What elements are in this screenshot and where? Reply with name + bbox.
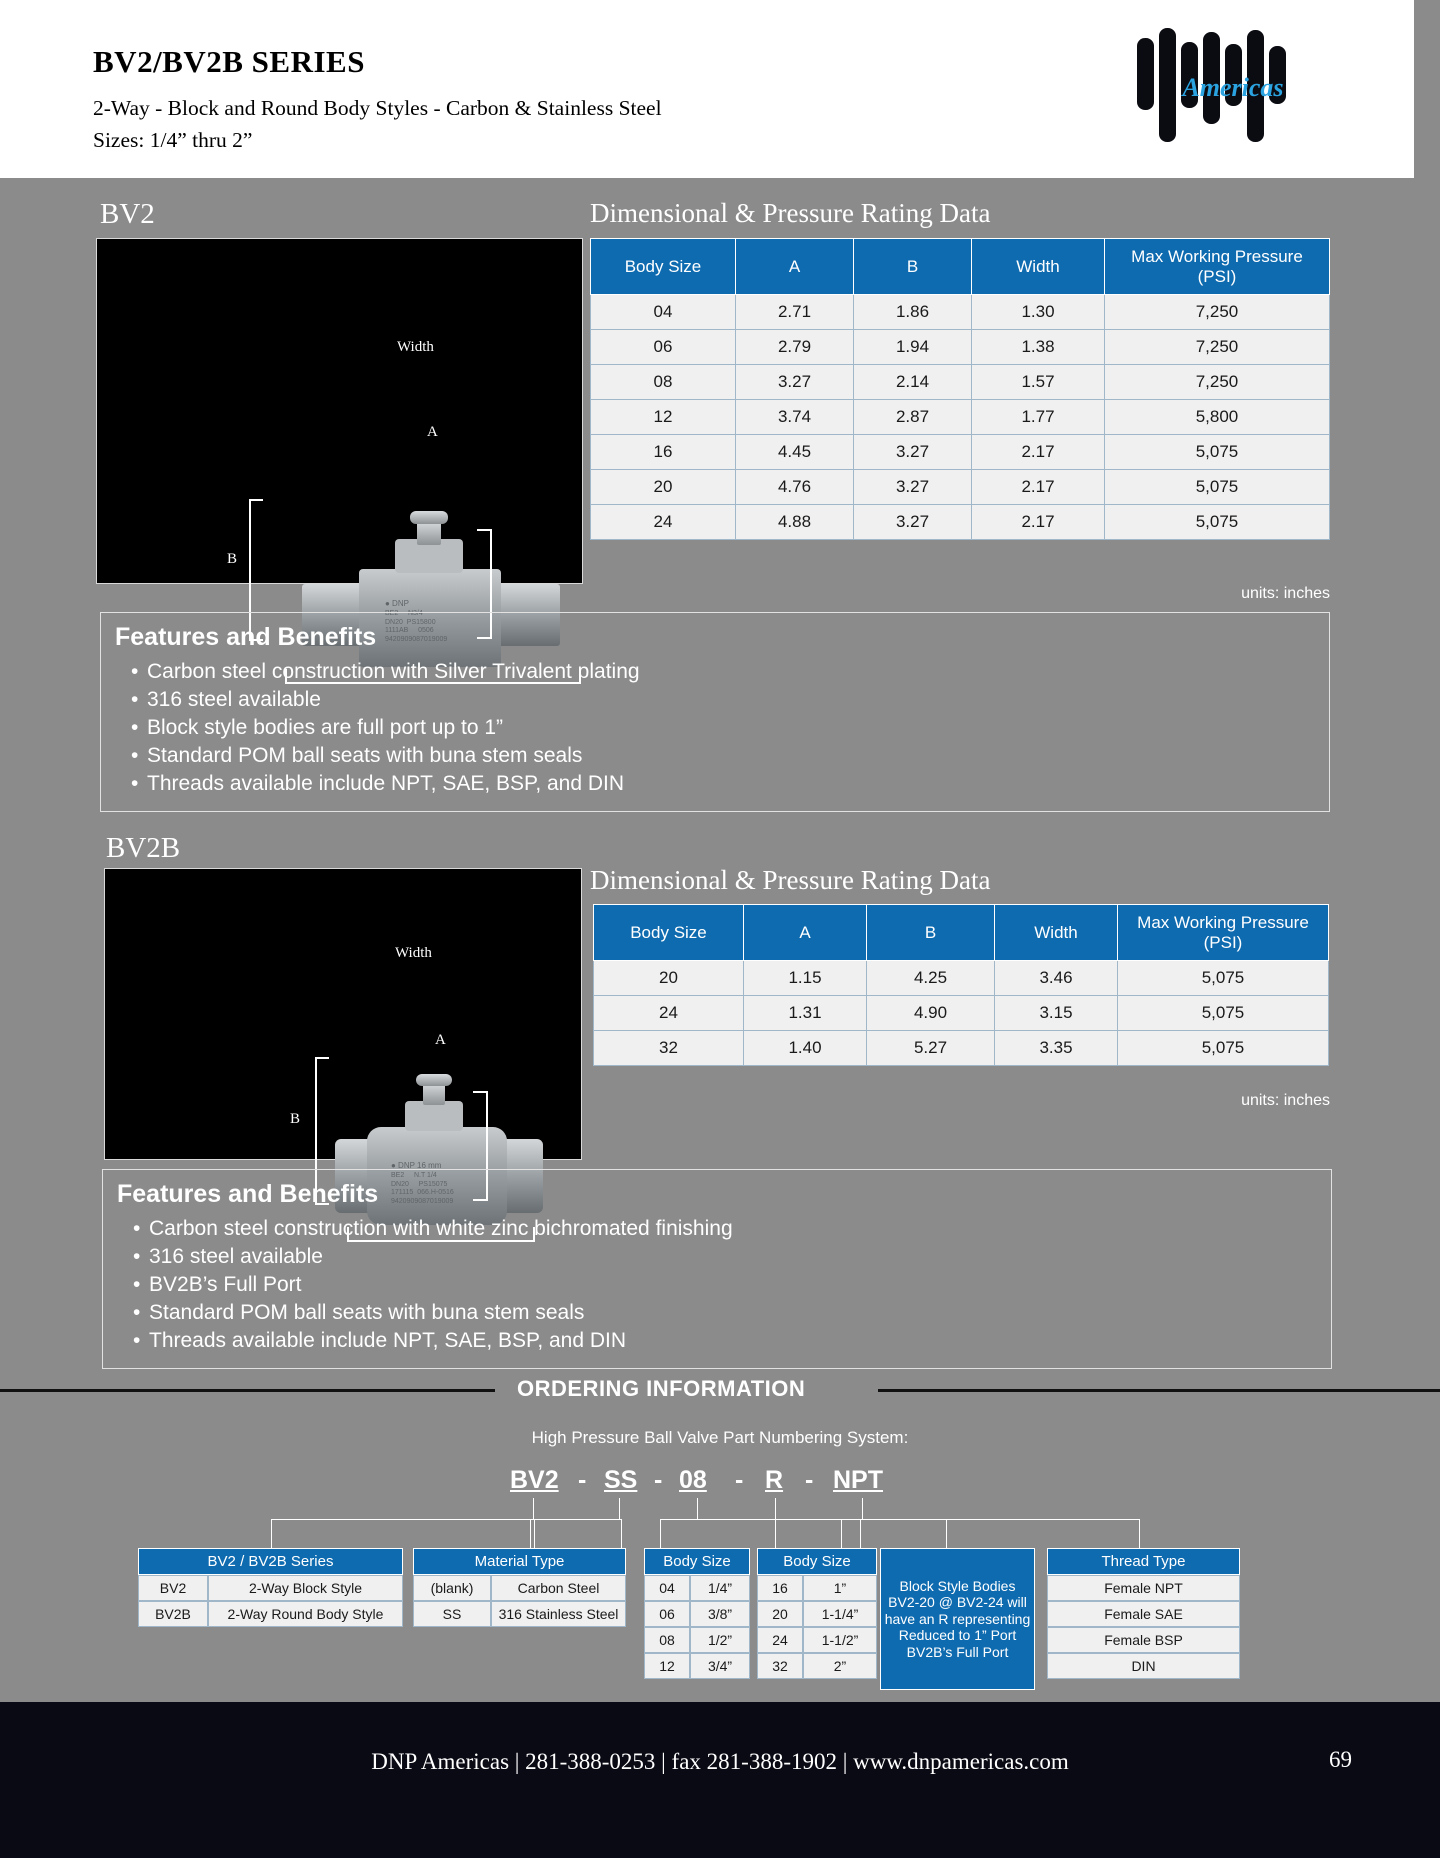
cell-a: 1.15 bbox=[744, 961, 867, 996]
cell-body-size: 24 bbox=[594, 996, 744, 1031]
list-item: • Carbon steel construction with Silver Trivalent plating bbox=[131, 658, 1329, 686]
bv2b-product-photo: ● DNP 16 mm BE2 N.T 1/4 DN20 PS15075 171115 066.H-0516 9420909087019009 B Width A bbox=[104, 868, 582, 1160]
cell-b: 1.86 bbox=[854, 295, 972, 330]
thread-box-header: Thread Type bbox=[1047, 1548, 1240, 1575]
cell-b: 3.27 bbox=[854, 435, 972, 470]
table-row bbox=[591, 365, 1330, 400]
size-value: 1/2” bbox=[690, 1627, 750, 1653]
cell-a: 1.40 bbox=[744, 1031, 867, 1066]
bv2b-dim-b-label: B bbox=[290, 1111, 301, 1127]
reduced-port-note: Block Style Bodies BV2-20 @ BV2-24 will have an R representing Reduced to 1” Port BV2B’s Full Port bbox=[880, 1548, 1035, 1690]
col-b: B bbox=[867, 905, 995, 961]
bv2b-data-table bbox=[593, 904, 1329, 1066]
col-b: B bbox=[854, 239, 972, 295]
cell-a: 3.74 bbox=[736, 400, 854, 435]
part-number-body-size bbox=[679, 1466, 707, 1495]
bv2-features-title: Features and Benefits bbox=[115, 623, 377, 651]
table-row bbox=[591, 330, 1330, 365]
cell-width: 2.17 bbox=[972, 435, 1105, 470]
pn-dash-3: - bbox=[735, 1466, 744, 1494]
ordering-series-box bbox=[138, 1548, 403, 1627]
table-row bbox=[757, 1627, 877, 1653]
cell-b: 1.94 bbox=[854, 330, 972, 365]
bv2-features-list bbox=[101, 658, 1329, 798]
bv2-units-note: units: inches bbox=[1241, 585, 1330, 602]
list-item: • Standard POM ball seats with buna stem seals bbox=[131, 742, 1329, 770]
leader-reduced-stem bbox=[775, 1498, 776, 1520]
size-code: 06 bbox=[644, 1601, 690, 1627]
series-desc: 2-Way Round Body Style bbox=[208, 1601, 403, 1627]
body-size-2-header: Body Size bbox=[757, 1548, 877, 1575]
list-item: • Carbon steel construction with white zinc bichromated finishing bbox=[133, 1215, 1331, 1243]
cell-pressure: 7,250 bbox=[1105, 330, 1330, 365]
ordering-thread-box bbox=[1047, 1548, 1240, 1679]
pn-material-text: SS bbox=[604, 1466, 638, 1494]
ordering-body-size-box-2 bbox=[757, 1548, 877, 1679]
col-a: A bbox=[736, 239, 854, 295]
list-item: • 316 steel available bbox=[131, 686, 1329, 714]
size-value: 3/4” bbox=[690, 1653, 750, 1679]
header-subtitle-2: Sizes: 1/4” thru 2” bbox=[93, 128, 253, 152]
bv2-features-box bbox=[100, 612, 1330, 812]
size-code: 20 bbox=[757, 1601, 803, 1627]
table-row bbox=[644, 1627, 750, 1653]
list-item: • BV2B’s Full Port bbox=[133, 1271, 1331, 1299]
ordering-material-box bbox=[413, 1548, 626, 1627]
bv2-dim-width-label: Width bbox=[397, 339, 434, 355]
col-max-pressure: Max Working Pressure (PSI) bbox=[1118, 905, 1329, 961]
list-item: • Threads available include NPT, SAE, BSP, and DIN bbox=[133, 1327, 1331, 1355]
bv2b-table-title: Dimensional & Pressure Rating Data bbox=[590, 865, 991, 895]
bv2-section-label: BV2 bbox=[100, 198, 155, 230]
cell-width: 2.17 bbox=[972, 505, 1105, 540]
size-code: 32 bbox=[757, 1653, 803, 1679]
table-row bbox=[594, 1031, 1329, 1066]
table-row bbox=[644, 1653, 750, 1679]
cell-width: 1.38 bbox=[972, 330, 1105, 365]
page-number: 69 bbox=[1329, 1747, 1352, 1772]
series-desc: 2-Way Block Style bbox=[208, 1575, 403, 1601]
list-item: • 316 steel available bbox=[133, 1243, 1331, 1271]
table-row bbox=[757, 1601, 877, 1627]
cell-b: 5.27 bbox=[867, 1031, 995, 1066]
cell-width: 2.17 bbox=[972, 470, 1105, 505]
material-desc: Carbon Steel bbox=[491, 1575, 626, 1601]
col-width: Width bbox=[995, 905, 1118, 961]
size-code: 16 bbox=[757, 1575, 803, 1601]
cell-body-size: 20 bbox=[594, 961, 744, 996]
part-number-material bbox=[604, 1466, 637, 1495]
bv2-data-table bbox=[590, 238, 1330, 540]
leader-thread-stem bbox=[862, 1498, 863, 1520]
page-footer bbox=[0, 1702, 1440, 1858]
leader-series-stem bbox=[533, 1498, 534, 1520]
part-number-reduced bbox=[765, 1466, 783, 1495]
material-desc: 316 Stainless Steel bbox=[491, 1601, 626, 1627]
cell-pressure: 5,075 bbox=[1118, 961, 1329, 996]
bv2-dim-a-label: A bbox=[427, 424, 438, 440]
bv2b-features-title: Features and Benefits bbox=[117, 1180, 379, 1208]
size-code: 04 bbox=[644, 1575, 690, 1601]
cell-width: 1.30 bbox=[972, 295, 1105, 330]
list-item: • Block style bodies are full port up to 1” bbox=[131, 714, 1329, 742]
part-number-thread bbox=[833, 1466, 883, 1495]
thread-option: DIN bbox=[1047, 1653, 1240, 1679]
dnp-americas-logo bbox=[1125, 22, 1340, 154]
pn-dash-4: - bbox=[805, 1466, 814, 1494]
size-value: 2” bbox=[803, 1653, 877, 1679]
thread-option: Female BSP bbox=[1047, 1627, 1240, 1653]
table-row bbox=[591, 295, 1330, 330]
table-row bbox=[591, 470, 1330, 505]
size-code: 08 bbox=[644, 1627, 690, 1653]
ordering-information-title: ORDERING INFORMATION bbox=[517, 1376, 806, 1401]
table-row bbox=[591, 400, 1330, 435]
header-subtitle-1: 2-Way - Block and Round Body Styles - Carbon & Stainless Steel bbox=[93, 96, 662, 120]
bv2-table-title: Dimensional & Pressure Rating Data bbox=[590, 198, 991, 228]
cell-b: 3.27 bbox=[854, 470, 972, 505]
page-header bbox=[0, 0, 1414, 178]
table-row bbox=[138, 1601, 403, 1627]
material-code: (blank) bbox=[413, 1575, 491, 1601]
pn-reduced-text: R bbox=[765, 1466, 784, 1494]
series-code: BV2 bbox=[138, 1575, 208, 1601]
table-row bbox=[413, 1575, 626, 1601]
svg-text:Americas: Americas bbox=[1182, 73, 1284, 102]
cell-body-size: 24 bbox=[591, 505, 736, 540]
cell-a: 4.88 bbox=[736, 505, 854, 540]
cell-a: 2.79 bbox=[736, 330, 854, 365]
cell-b: 3.27 bbox=[854, 505, 972, 540]
col-width: Width bbox=[972, 239, 1105, 295]
cell-b: 4.25 bbox=[867, 961, 995, 996]
table-row bbox=[413, 1601, 626, 1627]
part-number-series bbox=[510, 1466, 559, 1495]
leader-bodysize-stem bbox=[697, 1498, 698, 1520]
cell-pressure: 7,250 bbox=[1105, 295, 1330, 330]
bv2b-units-note: units: inches bbox=[1241, 1092, 1330, 1109]
ordering-body-size-box-1 bbox=[644, 1548, 750, 1679]
table-row bbox=[594, 961, 1329, 996]
pn-dash-1: - bbox=[578, 1466, 587, 1494]
table-row bbox=[757, 1575, 877, 1601]
leader-thread bbox=[860, 1519, 1140, 1549]
size-value: 3/8” bbox=[690, 1601, 750, 1627]
cell-body-size: 12 bbox=[591, 400, 736, 435]
cell-pressure: 5,800 bbox=[1105, 400, 1330, 435]
cell-width: 3.35 bbox=[995, 1031, 1118, 1066]
size-code: 12 bbox=[644, 1653, 690, 1679]
leader-series bbox=[271, 1519, 535, 1549]
size-value: 1-1/2” bbox=[803, 1627, 877, 1653]
cell-pressure: 5,075 bbox=[1118, 996, 1329, 1031]
size-value: 1/4” bbox=[690, 1575, 750, 1601]
bv2b-dim-a-label: A bbox=[435, 1032, 446, 1048]
table-row bbox=[594, 996, 1329, 1031]
bv2b-table-header-row bbox=[594, 905, 1329, 961]
ordering-reduced-note-box bbox=[880, 1548, 1035, 1690]
size-value: 1-1/4” bbox=[803, 1601, 877, 1627]
cell-width: 1.57 bbox=[972, 365, 1105, 400]
thread-option: Female SAE bbox=[1047, 1601, 1240, 1627]
ordering-rule-right bbox=[878, 1389, 1440, 1392]
cell-body-size: 06 bbox=[591, 330, 736, 365]
col-body-size: Body Size bbox=[591, 239, 736, 295]
list-item: • Standard POM ball seats with buna stem seals bbox=[133, 1299, 1331, 1327]
cell-pressure: 5,075 bbox=[1105, 435, 1330, 470]
cell-b: 2.14 bbox=[854, 365, 972, 400]
leader-material-stem bbox=[619, 1498, 620, 1520]
pn-series-text: BV2 bbox=[510, 1466, 559, 1494]
col-a: A bbox=[744, 905, 867, 961]
body-size-1-header: Body Size bbox=[644, 1548, 750, 1575]
cell-b: 4.90 bbox=[867, 996, 995, 1031]
cell-a: 3.27 bbox=[736, 365, 854, 400]
pn-body-size-text: 08 bbox=[679, 1466, 707, 1494]
thread-option: Female NPT bbox=[1047, 1575, 1240, 1601]
series-box-header: BV2 / BV2B Series bbox=[138, 1548, 403, 1575]
series-code: BV2B bbox=[138, 1601, 208, 1627]
cell-pressure: 7,250 bbox=[1105, 365, 1330, 400]
cell-pressure: 5,075 bbox=[1105, 505, 1330, 540]
cell-body-size: 32 bbox=[594, 1031, 744, 1066]
cell-width: 3.46 bbox=[995, 961, 1118, 996]
cell-a: 4.76 bbox=[736, 470, 854, 505]
table-row bbox=[644, 1601, 750, 1627]
material-code: SS bbox=[413, 1601, 491, 1627]
cell-a: 1.31 bbox=[744, 996, 867, 1031]
page-title: BV2/BV2B SERIES bbox=[93, 44, 365, 79]
table-row bbox=[138, 1575, 403, 1601]
footer-contact: DNP Americas | 281-388-0253 | fax 281-388-1902 | www.dnpamericas.com bbox=[371, 1749, 1069, 1774]
bv2-product-photo: ● DNP BE2 N3/4 DN20 PS15800 1111AB 0506 9420909087019009 B Width A bbox=[96, 238, 583, 584]
bv2b-dim-width-label: Width bbox=[395, 945, 432, 961]
table-row bbox=[644, 1575, 750, 1601]
pn-dash-2: - bbox=[654, 1466, 663, 1494]
bv2-table-header-row bbox=[591, 239, 1330, 295]
material-box-header: Material Type bbox=[413, 1548, 626, 1575]
cell-body-size: 08 bbox=[591, 365, 736, 400]
cell-pressure: 5,075 bbox=[1105, 470, 1330, 505]
table-row bbox=[591, 505, 1330, 540]
cell-width: 3.15 bbox=[995, 996, 1118, 1031]
cell-width: 1.77 bbox=[972, 400, 1105, 435]
cell-b: 2.87 bbox=[854, 400, 972, 435]
size-code: 24 bbox=[757, 1627, 803, 1653]
leader-material bbox=[530, 1519, 622, 1549]
cell-body-size: 04 bbox=[591, 295, 736, 330]
list-item: • Threads available include NPT, SAE, BSP, and DIN bbox=[131, 770, 1329, 798]
table-row bbox=[591, 435, 1330, 470]
cell-pressure: 5,075 bbox=[1118, 1031, 1329, 1066]
cell-body-size: 16 bbox=[591, 435, 736, 470]
bv2b-features-list bbox=[103, 1215, 1331, 1355]
pn-thread-text: NPT bbox=[833, 1466, 883, 1494]
col-max-pressure: Max Working Pressure (PSI) bbox=[1105, 239, 1330, 295]
table-row bbox=[757, 1653, 877, 1679]
cell-a: 2.71 bbox=[736, 295, 854, 330]
ordering-rule-left bbox=[0, 1389, 495, 1392]
size-value: 1” bbox=[803, 1575, 877, 1601]
bv2b-section-label: BV2B bbox=[106, 832, 181, 864]
ordering-subtitle: High Pressure Ball Valve Part Numbering System: bbox=[531, 1428, 909, 1447]
cell-body-size: 20 bbox=[591, 470, 736, 505]
bv2b-features-box bbox=[102, 1169, 1332, 1369]
bv2-dim-b-label: B bbox=[227, 551, 238, 567]
col-body-size: Body Size bbox=[594, 905, 744, 961]
cell-a: 4.45 bbox=[736, 435, 854, 470]
